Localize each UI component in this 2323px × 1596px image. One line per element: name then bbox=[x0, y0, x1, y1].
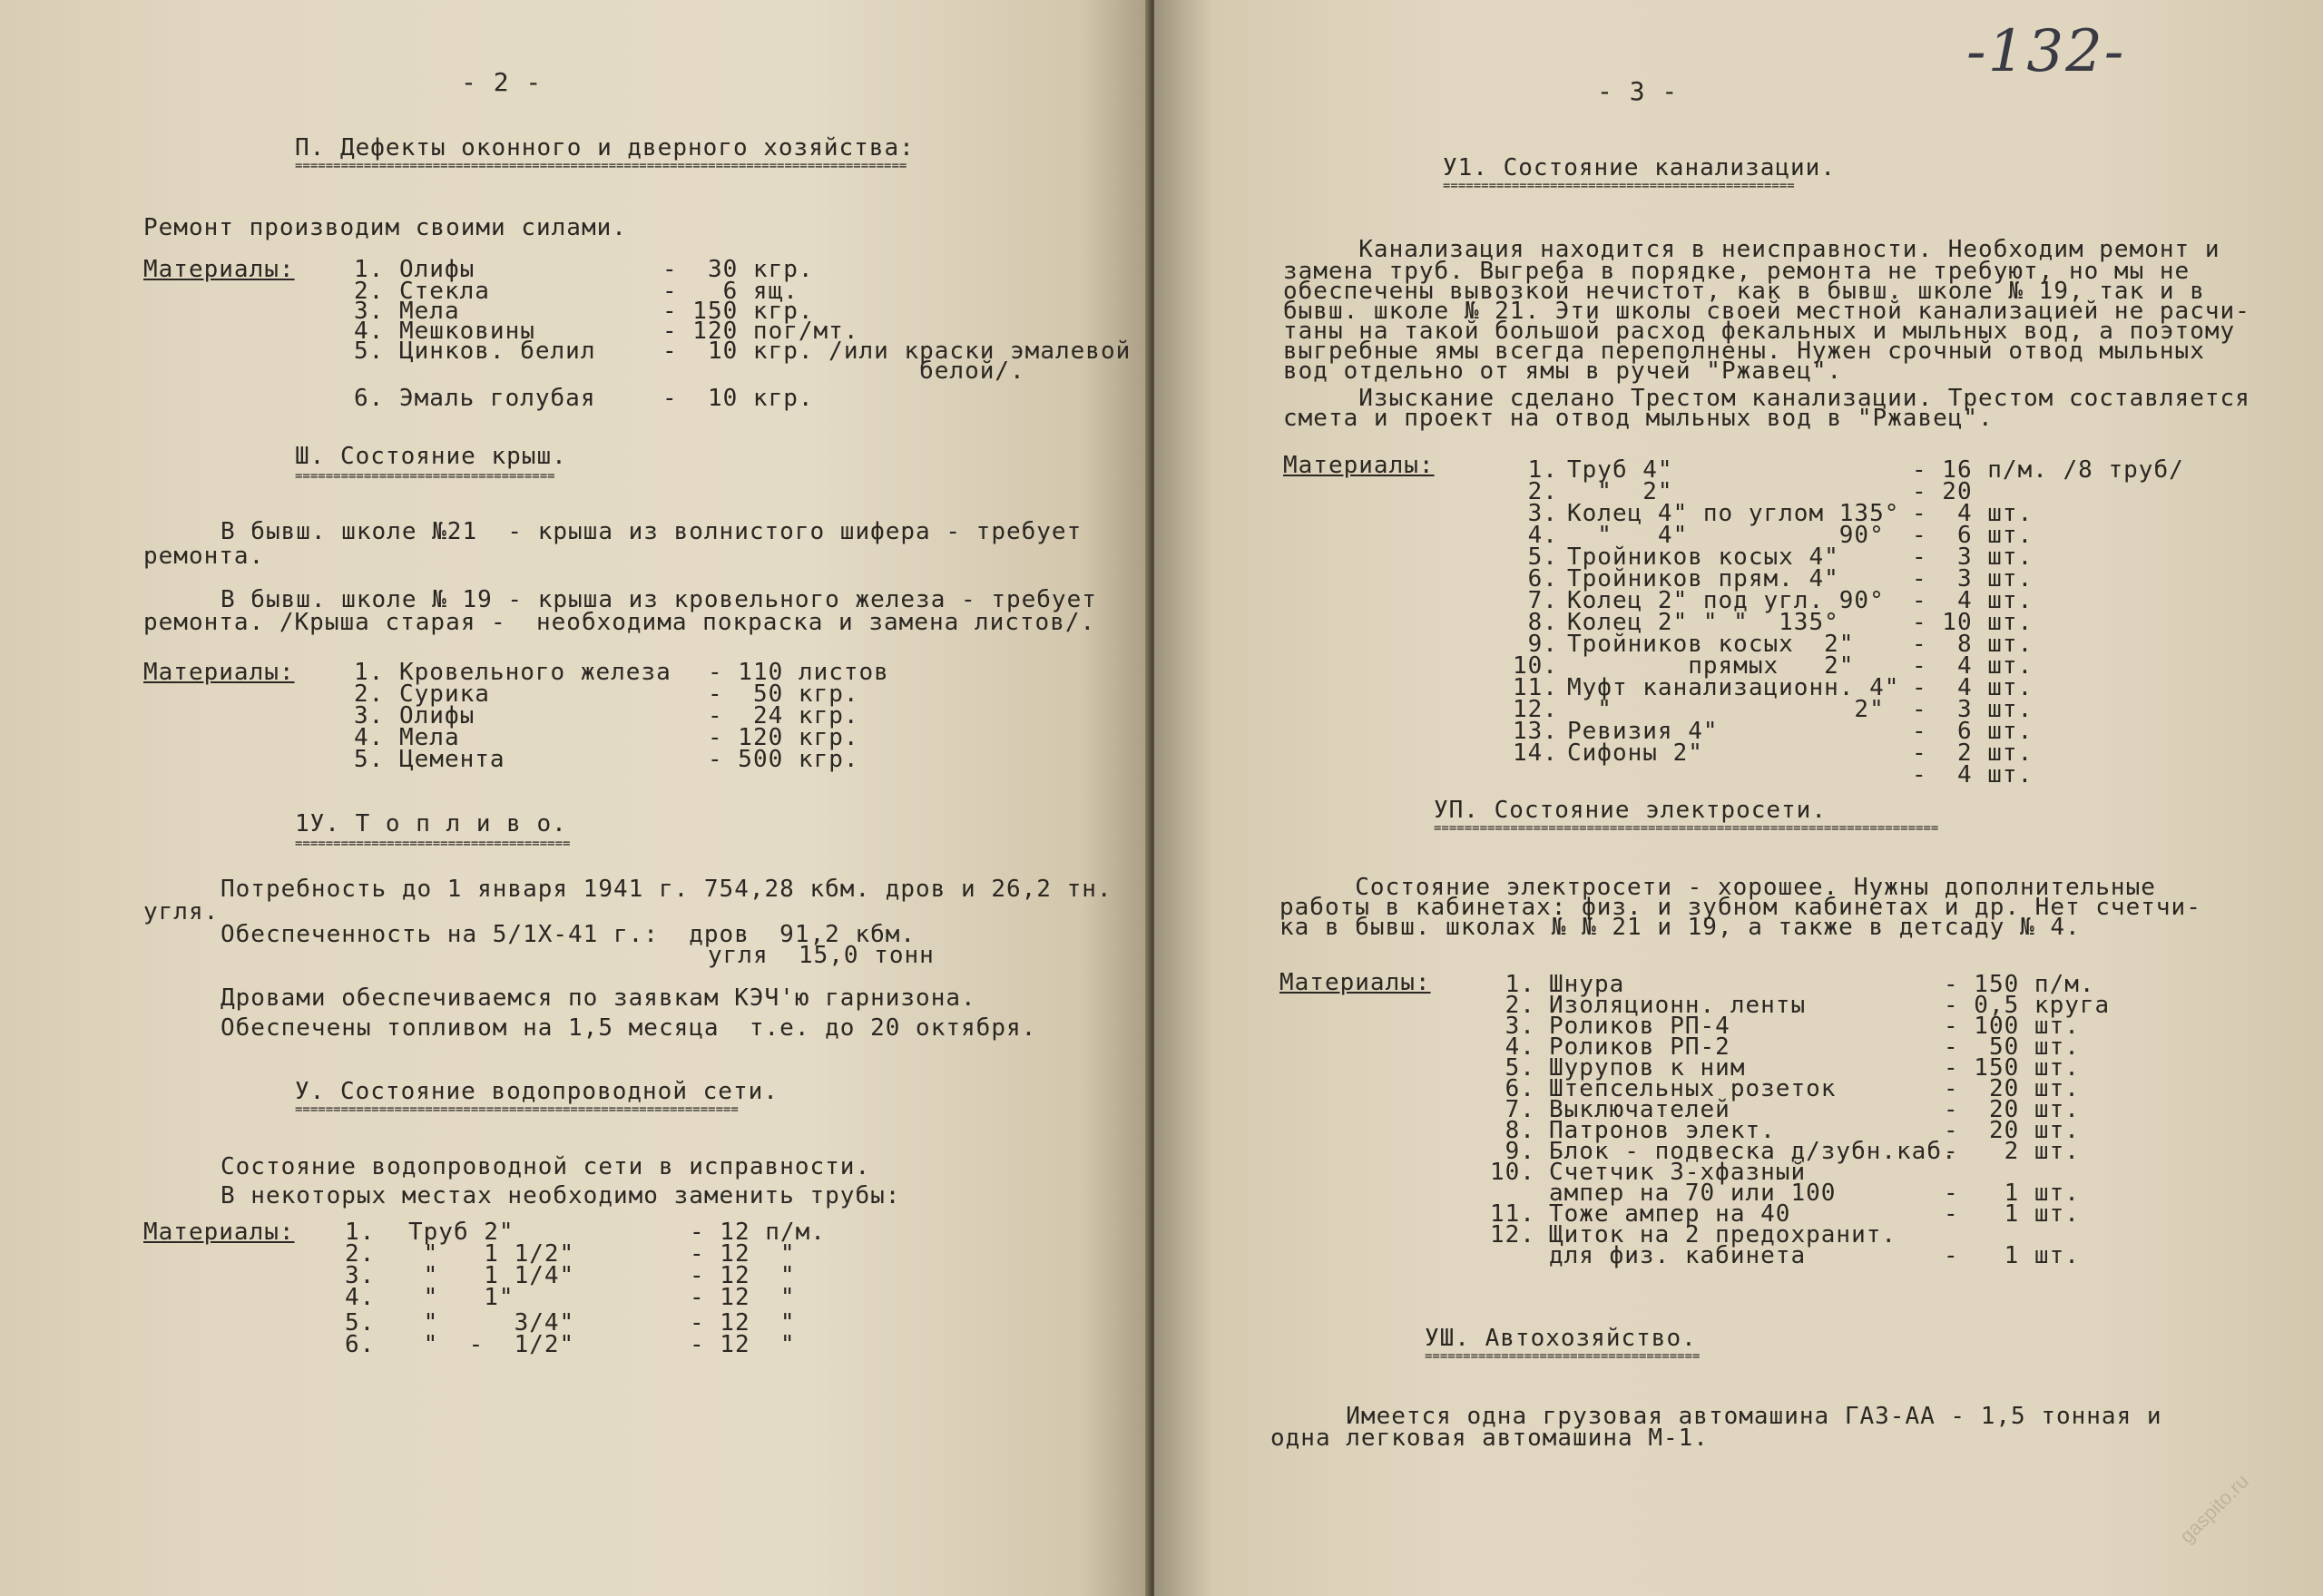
paragraph: В некоторых местах необходимо заменить трубы: bbox=[221, 1182, 901, 1209]
paragraph: Ремонт производим своими силами. bbox=[143, 214, 627, 241]
paragraph: ремонта. bbox=[143, 543, 265, 570]
double-underline: ================================================================== bbox=[1434, 824, 1939, 833]
paragraph-line: замена труб. Выгреба в порядке, ремонта не требуют, но мы не bbox=[1283, 258, 2191, 285]
archive-page-number: -132- bbox=[1966, 18, 2126, 85]
paragraph: ремонта. /Крыша старая - необходима покраска и замена листов/. bbox=[143, 609, 1096, 636]
section-body bbox=[1283, 236, 2250, 432]
section-title: Ш. Состояние крыш. bbox=[295, 443, 567, 470]
paragraph-line: выгребные ямы всегда переполнены. Нужен срочный отвод мыльных bbox=[1283, 338, 2205, 365]
section-title: 1У. Т о п л и в о. bbox=[295, 810, 567, 837]
paragraph-line: таны на такой большой расход фекальных и мыльных вод, а поэтому bbox=[1283, 318, 2236, 345]
paragraph: Потребность до 1 января 1941 г. 754,28 кбм. дров и 26,2 тн. bbox=[221, 876, 1112, 903]
paragraph: угля 15,0 тонн bbox=[708, 942, 935, 969]
section-body bbox=[1270, 1403, 2162, 1452]
paragraph: В бывш. школе №21 - крыша из волнистого шифера - требует bbox=[221, 518, 1083, 545]
right-page: -132- - 3 - У1. Состояние канализации. ============================================== Канализация находится в неисправности. Необходим ремонт и замена труб. Выгреба в порядке, ремонта не требуют, но мы не обеспечены вывозкой нечистот, как в бывш. школе № 19, так и в бывш. школе № 21. Эти школы своей местной канализацией не расчи- таны на такой большой расход фекальных и мыльных вод, а поэтому выгребные ямы всегда переполнены. Нужен срочный отвод мыльных вод отдельно от ямы в ручей "Ржавец". Изыскание сделано Трестом канализации. Трестом составляется смета и проект на отвод мыльных вод в "Ржавец". Материалы: 1. Труб 4" - 16 п/м. /8 труб/ 2. " 2" - 20 3. Колец 4" по углом 135° - 4 шт. 4. " 4" 90° - 6 шт. 5. Тройников косых 4" - 3 шт. 6. Тройников прям. 4" - 3 шт. 7. Колец 2" под угл. 90° - 4 шт. 8. Колец 2" " " 135° - 10 шт. 9. Тройников косых 2" - 8 шт. 10. прямых 2" - 4 шт. 11. Муфт канализационн. 4" - 4 шт. 12. " 2" - 3 шт. 13. Ревизия 4" - 6 шт. 14. Сифоны 2" - 2 шт. - 4 шт. УП. Состояние электросети. ================================================================== Состояние электросети - хорошее. Нужны дополнительные работы в кабинетах: физ. и зубном кабинетах и др. Нет счетчи- ка в бывш. школах № № 21 и 19, а также в детсаду № 4. Материалы: 1. Шнура - 150 п/м. 2. Изоляционн. ленты - 0,5 круга 3. Роликов РП-4 - 100 шт. 4. Роликов РП-2 - 50 шт. 5. Шурупов к ним - 150 шт. 6. Штепсельных розеток - 20 шт. 7. Выключателей - 20 шт. 8. Патронов элект. - 20 шт. 9. Блок - подвеска д/зубн.каб. - 2 шт. 10. Счетчик 3-хфазный ампер на 70 или 100 - 1 шт. 11. Тоже ампер на 40 - 1 шт. 12. Щиток на 2 предохранит. для физ. кабинета - 1 шт. УШ. Автохозяйство. ==================================== Имеется одна грузовая автомашина ГАЗ-АА - 1,5 тонная и одна легковая автомашина М-1. gaspito.ru bbox=[1154, 0, 2323, 1596]
double-underline: ==================================== bbox=[295, 839, 571, 848]
section-title: П. Дефекты оконного и дверного хозяйства: bbox=[295, 134, 915, 162]
paragraph-line: Имеется одна грузовая автомашина ГАЗ-АА - 1,5 тонная и bbox=[1270, 1403, 2162, 1430]
paragraph: Состояние водопроводной сети в исправности. bbox=[221, 1153, 871, 1180]
double-underline: ================================== bbox=[295, 472, 555, 481]
paragraph-line: Состояние электросети - хорошее. Нужны дополнительные bbox=[1279, 874, 2156, 901]
paragraph-line: обеспечены вывозкой нечистот, как в бывш. школе № 19, так и в bbox=[1283, 278, 2205, 305]
double-underline: ==================================== bbox=[1425, 1352, 1701, 1361]
materials-label: Материалы: bbox=[143, 256, 295, 283]
paragraph-line: бывш. школе № 21. Эти школы своей местной канализацией не расчи- bbox=[1283, 298, 2250, 325]
section-title: У. Состояние водопроводной сети. bbox=[295, 1078, 779, 1105]
materials-label: Материалы: bbox=[1279, 969, 1431, 996]
paragraph: Дровами обеспечиваемся по заявкам КЭЧ'ю гарнизона. bbox=[221, 984, 976, 1012]
materials-label: Материалы: bbox=[1283, 452, 1435, 479]
section-title: У1. Состояние канализации. bbox=[1443, 154, 1836, 181]
page-number: - 2 - bbox=[461, 67, 543, 97]
paragraph: В бывш. школе № 19 - крыша из кровельного железа - требует bbox=[221, 586, 1097, 613]
paragraph-line: ка в бывш. школах № № 21 и 19, а также в детсаду № 4. bbox=[1279, 914, 2081, 941]
materials-label: Материалы: bbox=[143, 1219, 295, 1246]
paragraph-line: Канализация находится в неисправности. Необходим ремонт и bbox=[1283, 236, 2220, 263]
double-underline: ================================================================================ bbox=[295, 162, 907, 171]
paragraph-line: смета и проект на отвод мыльных вод в "Ржавец". bbox=[1283, 405, 1994, 432]
paragraph-line: работы в кабинетах: физ. и зубном кабинетах и др. Нет счетчи- bbox=[1279, 894, 2201, 921]
paragraph: Обеспечены топливом на 1,5 месяца т.е. до 20 октября. bbox=[221, 1014, 1037, 1042]
double-underline: ========================================================== bbox=[295, 1105, 739, 1114]
page-number: - 3 - bbox=[1597, 76, 1679, 106]
materials-label: Материалы: bbox=[143, 659, 295, 686]
watermark: gaspito.ru bbox=[2174, 1469, 2253, 1548]
paragraph: Обеспеченность на 5/1Х-41 г.: дров 91,2 кбм. bbox=[221, 921, 916, 948]
section-title: УП. Состояние электросети. bbox=[1434, 797, 1827, 824]
left-page: - 2 - П. Дефекты оконного и дверного хозяйства: ================================================================================ Ремонт производим своими силами. Материалы: 1. Олифы - 30 кгр. 2. Стекла - 6 ящ. 3. Мела - 150 кгр. 4. Мешковины - 120 пог/мт. 5. Цинков. белил - 10 кгр. /или краски эмалевой белой/. 6. Эмаль голубая - 10 кгр. Ш. Состояние крыш. ================================== В бывш. школе №21 - крыша из волнистого шифера - требует ремонта. В бывш. школе № 19 - крыша из кровельного железа - требует ремонта. /Крыша старая - необходима покраска и замена листов/. Материалы: 1. Кровельного железа - 110 листов 2. Сурика - 50 кгр. 3. Олифы - 24 кгр. 4. Мела - 120 кгр. 5. Цемента - 500 кгр. 1У. Т о п л и в о. ==================================== Потребность до 1 января 1941 г. 754,28 кбм. дров и 26,2 тн. угля. Обеспеченность на 5/1Х-41 г.: дров 91,2 кбм. угля 15,0 тонн Дровами обеспечиваемся по заявкам КЭЧ'ю гарнизона. Обеспечены топливом на 1,5 месяца т.е. до 20 октября. У. Состояние водопроводной сети. ========================================================== Состояние водопроводной сети в исправности. В некоторых местах необходимо заменить трубы: Материалы: 1. Труб 2" - 12 п/м. 2. " 1 1/2" - 12 " 3. " 1 1/4" - 12 " 4. " 1" - 12 " 5. " 3/4" - 12 " 6. " - 1/2" - 12 " bbox=[0, 0, 1151, 1596]
paragraph-line: одна легковая автомашина М-1. bbox=[1270, 1425, 1709, 1452]
section-title: УШ. Автохозяйство. bbox=[1425, 1325, 1697, 1352]
double-underline: ============================================== bbox=[1443, 181, 1795, 191]
paragraph-line: вод отдельно от ямы в ручей "Ржавец". bbox=[1283, 357, 1843, 385]
paragraph: угля. bbox=[143, 898, 220, 925]
paragraph-line: Изыскание сделано Трестом канализации. Трестом составляется bbox=[1283, 385, 2250, 412]
section-body bbox=[1279, 874, 2201, 941]
